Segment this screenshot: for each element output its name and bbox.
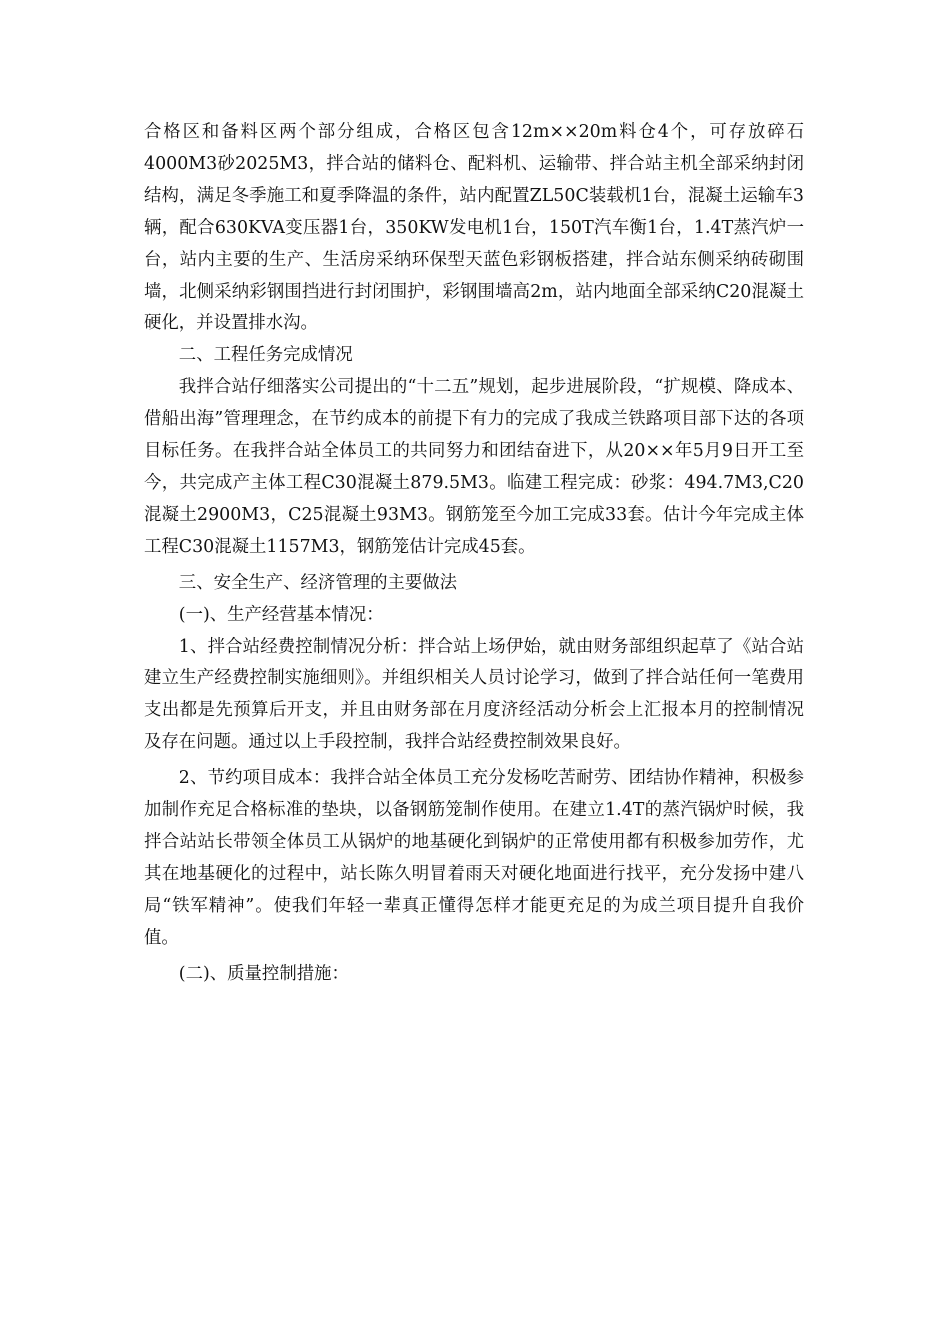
paragraph-cost-saving: 2、节约项目成本：我拌合站全体员工充分发杨吃苦耐劳、团结协作精神，积极参加制作充足合格标准的垫块，以备钢筋笼制作使用。在建立1.4T的蒸汽锅炉时候，我拌合站站长带领全体员工从锅炉的地基硬化到锅炉的正常使用都有积极参加劳作，尤其在地基硬化的过程中，站长陈久明冒着雨天对硬化地面进行找平，充分发扬中建八局“铁军精神”。使我们年轻一辈真正懂得怎样才能更充足的为成兰项目提升自我价值。 bbox=[144, 768, 804, 948]
subheading-production-overview: (一)、生产经营基本情况： bbox=[178, 604, 384, 625]
subheading-quality-control: (二)、质量控制措施： bbox=[178, 963, 349, 984]
heading-section-2: 二、工程任务完成情况 bbox=[178, 345, 353, 366]
paragraph-task-completion: 我拌合站仔细落实公司提出的“十二五”规划，起步进展阶段，“扩规模、降成本、借船出海”管理理念，在节约成本的前提下有力的完成了我成兰铁路项目部下达的各项目标任务。在我拌合站全体员工的共同努力和团结奋进下，从20××年5月9日开工至今，共完成产主体工程C30混凝土879.5M3。临建工程完成：砂浆：494.7M3,C20混凝土2900M3，C25混凝土93M3。钢筋笼至今加工完成33套。估计今年完成主体工程C30混凝土1157M3，钢筋笼估计完成45套。 bbox=[144, 377, 804, 557]
paragraph-cost-control: 1、拌合站经费控制情况分析：拌合站上场伊始，就由财务部组织起草了《站合站建立生产经费控制实施细则》。并组织相关人员讨论学习，做到了拌合站任何一笔费用支出都是先预算后开支，并且由财务部在月度济经活动分析会上汇报本月的控制情况及存在问题。通过以上手段控制，我拌合站经费控制效果良好。 bbox=[144, 636, 804, 753]
document-body bbox=[144, 117, 804, 990]
paragraph-station-facilities: 合格区和备料区两个部分组成，合格区包含12m××20m料仓4个，可存放碎石4000M3砂2025M3，拌合站的储料仓、配料机、运输带、拌合站主机全部采纳封闭结构，满足冬季施工和夏季降温的条件，站内配置ZL50C装载机1台，混凝土运输车3辆，配合630KVA变压器1台，350KW发电机1台，150T汽车衡1台，1.4T蒸汽炉一台，站内主要的生产、生活房采纳环保型天蓝色彩钢板搭建，拌合站东侧采纳砖砌围墙，北侧采纳彩钢围挡进行封闭围护，彩钢围墙高2m，站内地面全部采纳C20混凝土硬化，并设置排水沟。 bbox=[144, 122, 804, 334]
heading-section-3: 三、安全生产、经济管理的主要做法 bbox=[178, 572, 458, 593]
